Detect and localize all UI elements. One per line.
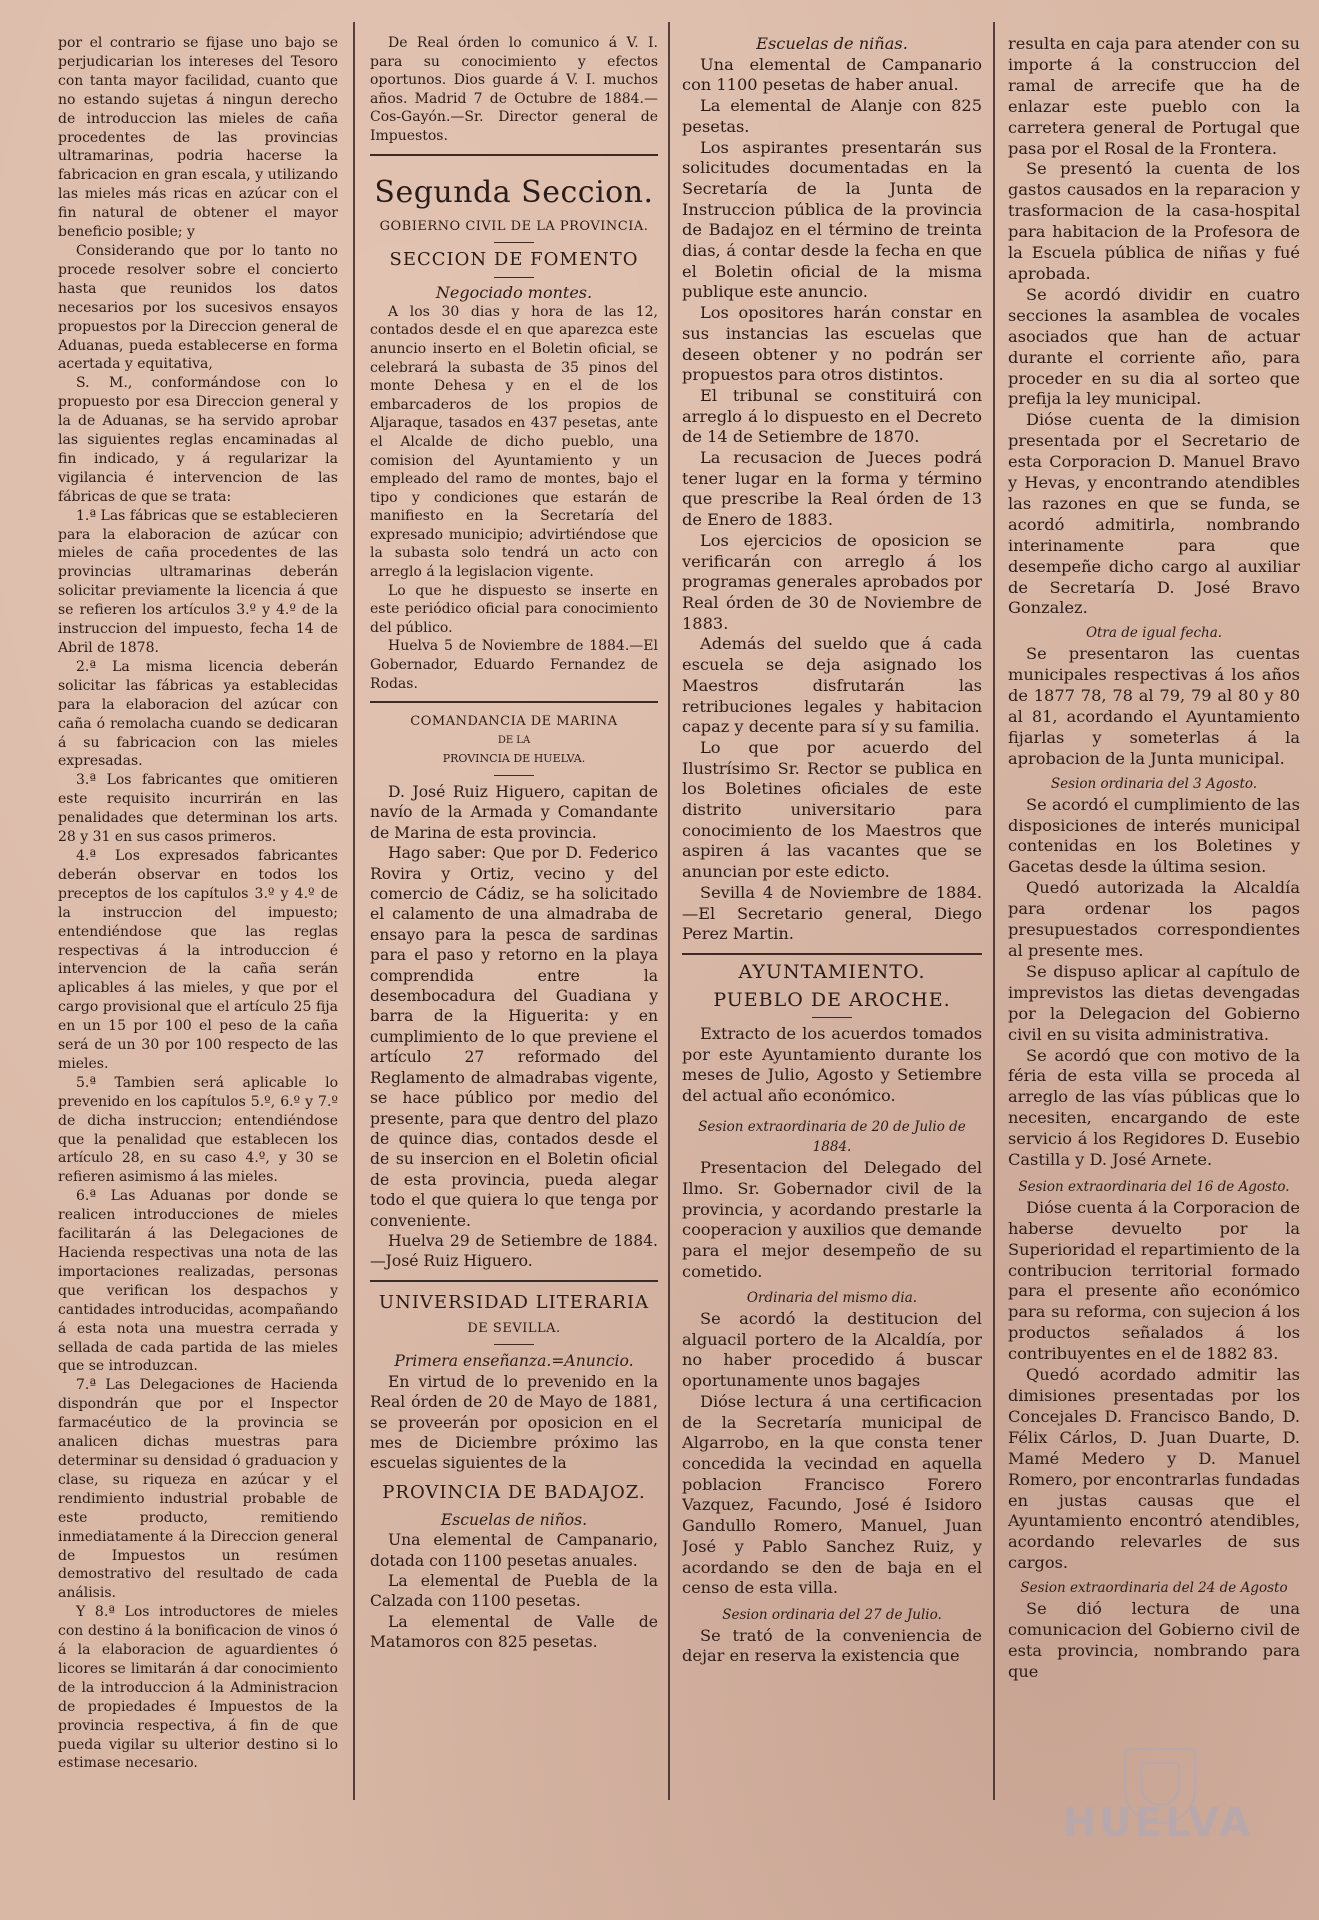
rule-8: Y 8.ª Los introductores de mieles con destino á la bonificacion de vinos ó á la elaboracion de aguardientes ó licores se limitarán á dar conocimiento de la introduccion á la Administracion de propiedades é Impuestos de la provincia respectiva, á fin de que pueda vigilar su ulterior destino si lo estimase necesario. (58, 1604, 338, 1772)
paragraph: Dióse lectura á una certificacion de la Secretaría municipal de Algarrobo, en la que consta tener concedida la vecindad en aquella poblacion Francisco Forero Vazquez, Facundo, José é Isidoro Gandullo Romero, Manuel, Juan José y Pablo Sanchez Ruiz, y acordando se den de baja en el censo de esta villa. (682, 1391, 982, 1598)
subheading: Sesion ordinaria del 3 Agosto. (1050, 775, 1258, 792)
paragraph: Se dió lectura de una comunicacion del Gobierno civil de esta provincia, nombrando para que (1008, 1599, 1300, 1681)
paragraph: Se trató de la conveniencia de dejar en reserva la existencia que (682, 1625, 982, 1666)
heading: SECCION DE FOMENTO (389, 249, 639, 271)
paragraph: Se presentó la cuenta de los gastos causados en la reparacion y trasformacion de la casa-hospital para habitacion de la Profesora de la Escuela pública de niñas y fué aprobada. (1008, 159, 1300, 283)
heading: UNIVERSIDAD LITERARIA (378, 1291, 650, 1313)
rule-4: 4.ª Los expresados fabricantes deberán observar en todos los preceptos de los capítulos 3.º y 4.º de la instruccion del impuesto; entendiéndose que las reglas respectivas á la introduccion é intervencion de la caña serán aplicables á las mieles, y que por el cargo provisional que el artículo 25 fija en un 15 por 100 el peso de la caña será de un 30 por 100 respecto de las mieles. (58, 847, 338, 1072)
paragraph: Los opositores harán constar en sus instancias las escuelas que deseen obtener y no podrán ser propuestos para otros distintos. (682, 303, 982, 385)
paragraph: A los 30 dias y hora de las 12, contados desde el en que aparezca este anuncio inserto en el Boletin oficial, se celebrará la subasta de 35 pinos del monte Dehesa y en el de los embarcaderos de los propios de Aljaraque, tasados en 437 pesetas, ante el Alcalde de dicho pueblo, una comision del Ayuntamiento y un empleado del ramo de montes, bajo el tipo y condiciones que estarán de manifiesto en la Secretaría del expresado municipio; advirtiéndose que la subasta solo tendrá un acto con arreglo á la legislacion vigente. (370, 303, 658, 581)
paragraph: Presentacion del Delegado del Ilmo. Sr. Gobernador civil de la provincia, y acordando prestarle la cooperacion y auxilios que demande para el mejor desempeño de su cometido. (682, 1158, 982, 1281)
paragraph: Los ejercicios de oposicion se verificarán con arreglo á los programas generales aprobados por Real órden de 30 de Noviembre de 1883. (682, 530, 982, 633)
subheading: Ordinaria del mismo dia. (746, 1290, 918, 1307)
paragraph: Extracto de los acuerdos tomados por este Ayuntamiento durante los meses de Julio, Agosto y Setiembre del actual año económico. (682, 1023, 982, 1106)
section-title: Segunda Seccion. (374, 174, 654, 210)
paragraph: por el contrario se fijase uno bajo se perjudicarian los intereses del Tesoro con tanta mayor facilidad, cuanto que no estando sujetas á ningun derecho de introduccion las mieles de caña procedentes de las provincias ultramarinas, podria hacerse la fabricacion en gran escala, y utilizando las mieles más ricas en azúcar con el fin natural de obtener el mayor beneficio posible; y (58, 35, 338, 241)
column-3 (682, 34, 982, 1667)
paragraph: Se acordó la destitucion del alguacil portero de la Alcaldía, por no haber procedido á buscar oportunamente unos bagajes (682, 1309, 982, 1391)
paragraph: Quedó autorizada la Alcaldía para ordenar los pagos presupuestados correspondientes al presente mes. (1008, 878, 1300, 960)
subheading: Otra de igual fecha. (1085, 625, 1223, 642)
paragraph: Huelva 5 de Noviembre de 1884.—El Gobernador, Eduardo Fernandez de Rodas. (370, 638, 658, 692)
column-rule (353, 22, 355, 1800)
subheading: Primera enseñanza.=Anuncio. (394, 1352, 634, 1371)
paragraph: Quedó acordado admitir las dimisiones presentadas por los Concejales D. Francisco Bando, D. Félix Cárlos, D. Juan Duarte, D. Mamé Medero y D. Manuel Romero, por encontrarlas fundadas en justas causas que el Ayuntamiento encontró atendibles, acordando relevarles de sus cargos. (1008, 1365, 1300, 1573)
subheading: Sesion extraordinaria del 16 de Agosto. (1018, 1178, 1290, 1195)
divider (370, 1280, 658, 1282)
paragraph: Hago saber: Que por D. Federico Rovira y Ortiz, vecino y del comercio de Cádiz, se ha solicitado el calamento de una almadraba de ensayo para la pesca de sardinas para el paso y retorno en la playa comprendida entre la desembocadura del Guadiana y barra de la Higuerita: y en cumplimiento de lo que previene el artículo 27 reformado del Reglamento de almadrabas vigente, se hace público por medio del presente, para que dentro del plazo de quince dias, contados desde el de su insercion en el Boletin oficial de esta provincia, pueda alegar todo el que quiera lo que tenga por conveniente. (370, 844, 658, 1230)
paragraph: Huelva 29 de Setiembre de 1884.—José Ruiz Higuero. (370, 1231, 658, 1271)
paragraph: En virtud de lo prevenido en la Real órden de 20 de Mayo de 1881, se proveerán por oposicion en el mes de Diciembre próximo las escuelas siguientes de la (370, 1372, 658, 1473)
paragraph: Sevilla 4 de Noviembre de 1884.—El Secretario general, Diego Perez Martin. (682, 882, 982, 944)
divider (494, 242, 534, 243)
rule-1: 1.ª Las fábricas que se establecieren para la elaboracion de azúcar con mieles de caña procedentes de las provincias ultramarinas deberán solicitar previamente la licencia á que se refieren los artículos 3.º y 4.º de la instruccion del impuesto, fecha 14 de Abril de 1878. (58, 507, 338, 656)
heading: PROVINCIA DE BADAJOZ. (382, 1481, 646, 1503)
subheading: Escuelas de niños. (440, 1510, 588, 1529)
divider (682, 953, 982, 955)
paragraph: Una elemental de Campanario, dotada con 1100 pesetas anuales. (370, 1531, 658, 1570)
heading: GOBIERNO CIVIL DE LA PROVINCIA. (379, 218, 649, 234)
divider (494, 775, 534, 776)
paragraph: Lo que he dispuesto se inserte en este periódico oficial para conocimiento del público. (370, 582, 658, 636)
paragraph: Además del sueldo que á cada escuela se deja asignado los Maestros disfrutarán las retribuciones legales y habitacion capaz y decente para sí y su familia. (682, 634, 982, 737)
subheading: Sesion extraordinaria de 20 de Julio de 1884. (698, 1118, 966, 1156)
paragraph: La elemental de Puebla de la Calzada con 1100 pesetas. (370, 1572, 658, 1611)
subheading: Negociado montes. (435, 283, 593, 303)
divider (494, 1344, 534, 1345)
paragraph: Dióse cuenta á la Corporacion de haberse devuelto por la Superioridad el repartimiento de la contribucion territorial formado para el presente año económico para su reforma, con sujecion á los productos señalados á los contribuyentes en el de 1882 83. (1008, 1197, 1300, 1364)
column-1 (58, 34, 338, 1773)
column-rule (668, 22, 670, 1800)
rule-3: 3.ª Los fabricantes que omitieren este requisito incurrirán en las penalidades que determinan los arts. 28 y 31 en sus casos primeros. (58, 772, 338, 846)
divider (370, 154, 658, 156)
paragraph: Dióse cuenta de la dimision presentada por el Secretario de esta Corporacion D. Manuel Bravo y Hevas, y encontrando atendibles las razones en que se funda, se acordó admitirla, nombrando interinamente para que desempeñe dicho cargo al auxiliar de Secretaría D. José Bravo Gonzalez. (1008, 410, 1300, 618)
divider (812, 1017, 852, 1018)
paragraph: Se acordó dividir en cuatro secciones la asamblea de vocales asociados que han de actuar durante el corriente año, para proceder en su dia al sorteo que prefija la ley municipal. (1008, 284, 1300, 409)
rule-7: 7.ª Las Delegaciones de Hacienda dispondrán que por el Inspector farmacéutico de la provincia se analicen dichas muestras para determinar su densidad ó graduacion y clase, su riqueza en azúcar y el rendimiento industrial probable de este producto, remitiendo inmediatamente á la Direccion general de Impuestos un resúmen demostrativo del resultado de cada análisis. (58, 1377, 338, 1602)
paragraph: Lo que por acuerdo del Ilustrísimo Sr. Rector se publica en los Boletines oficiales de este distrito universitario para conocimiento de los Maestros que aspiren á las vacantes que se anuncian por este edicto. (682, 737, 982, 882)
paragraph: La recusacion de Jueces podrá tener lugar en la forma y término que prescribe la Real órden de 13 de Enero de 1883. (682, 448, 982, 530)
paragraph: La elemental de Valle de Matamoros con 825 pesetas. (370, 1612, 658, 1652)
paragraph: Se presentaron las cuentas municipales respectivas á los años de 1877 78, 78 al 79, 79 al 80 y 80 al 81, acordando el Ayuntamiento fijarlas y someterlas á la aprobacion de la Junta municipal. (1008, 644, 1300, 768)
column-rule (993, 22, 995, 1800)
paragraph: Los aspirantes presentarán sus solicitudes documentadas en la Secretaría de la Junta de Instruccion pública de la provincia de Badajoz en el término de treinta dias, á contar desde la fecha en que el Boletin oficial de la misma publique este anuncio. (682, 137, 982, 302)
watermark-label: HUELVA (1062, 1800, 1254, 1846)
divider (494, 277, 534, 278)
paragraph: La elemental de Alanje con 825 pesetas. (682, 96, 982, 136)
heading: PROVINCIA DE HUELVA. (442, 752, 586, 766)
paragraph: Se acordó que con motivo de la féria de esta villa se proceda al arreglo de las vías públicas que lo necesiten, encargando de este servicio á los Regidores D. Eusebio Castilla y D. José Arnete. (1008, 1045, 1300, 1170)
subheading: Escuelas de niñas. (756, 34, 908, 53)
paragraph: El tribunal se constituirá con arreglo á lo dispuesto en el Decreto de 14 de Setiembre de 1870. (682, 385, 982, 447)
rule-2: 2.ª La misma licencia deberán solicitar las fábricas ya establecidas para la elaboracion del azúcar con caña ó remolacha cuando se dedicaran á su fabricacion con las mieles expresadas. (58, 658, 338, 770)
heading: PUEBLO DE AROCHE. (713, 988, 951, 1011)
column-4 (1008, 34, 1300, 1683)
paragraph: resulta en caja para atender con su importe á la construccion del ramal de arrecife que ha de enlazar este pueblo con la carretera general de Portugal que pasa por el Rosal de la Frontera. (1008, 34, 1300, 158)
heading: COMANDANCIA DE MARINA (410, 714, 618, 730)
subheading: Sesion extraordinaria del 24 de Agosto (1020, 1580, 1288, 1597)
paragraph: Una elemental de Campanario con 1100 pesetas de haber anual. (682, 54, 982, 95)
paragraph: De Real órden lo comunico á V. I. para su conocimiento y efectos oportunos. Dios guarde á V. I. muchos años. Madrid 7 de Octubre de 1884.—Cos-Gayón.—Sr. Director general de Impuestos. (370, 35, 658, 144)
paragraph: D. José Ruiz Higuero, capitan de navío de la Armada y Comandante de Marina de esta provincia. (370, 783, 658, 842)
archive-watermark (1048, 1744, 1268, 1894)
crest-icon (1124, 1748, 1196, 1824)
rule-5: 5.ª Tambien será aplicable lo prevenido en los capítulos 5.º, 6.º y 7.º de dicha instruccion; entendiéndose que la penalidad que establecen los artículo 28, en su caso 4.º, y 30 se refieren asimismo á las mieles. (58, 1074, 338, 1186)
column-2 (370, 34, 658, 1653)
heading: DE SEVILLA. (467, 1320, 561, 1336)
heading: DE LA (497, 734, 531, 746)
paragraph: Considerando que por lo tanto no procede resolver sobre el concierto hasta que reunidos los datos necesarios por los sucesivos ensayos propuestos por la Direccion general de Aduanas, pueda establecerse en forma acertada y equitativa, (58, 242, 338, 373)
paragraph: S. M., conformándose con lo propuesto por esa Direccion general y la de Aduanas, se ha servido aprobar las siguientes reglas encaminadas al fin indicado, y á regularizar la vigilancia é intervencion de las fábricas de que se trata: (58, 375, 338, 505)
paragraph: Se dispuso aplicar al capítulo de imprevistos las dietas devengadas por la Delegacion del Gobierno civil en su visita administrativa. (1008, 961, 1300, 1044)
heading: AYUNTAMIENTO. (738, 960, 926, 983)
rule-6: 6.ª Las Aduanas por donde se realicen introducciones de mieles facilitarán á las Delegaciones de Hacienda respectivas una nota de las importaciones realizadas, personas que verifican los despachos y cantidades introducidas, acompañando á esta nota una muestra cerrada y sellada de cada partida de las mieles que se introduzcan. (58, 1188, 338, 1375)
paragraph: Se acordó el cumplimiento de las disposiciones de interés municipal contenidas en los Boletines y Gacetas desde la última sesion. (1008, 794, 1300, 877)
subheading: Sesion ordinaria del 27 de Julio. (722, 1606, 942, 1623)
